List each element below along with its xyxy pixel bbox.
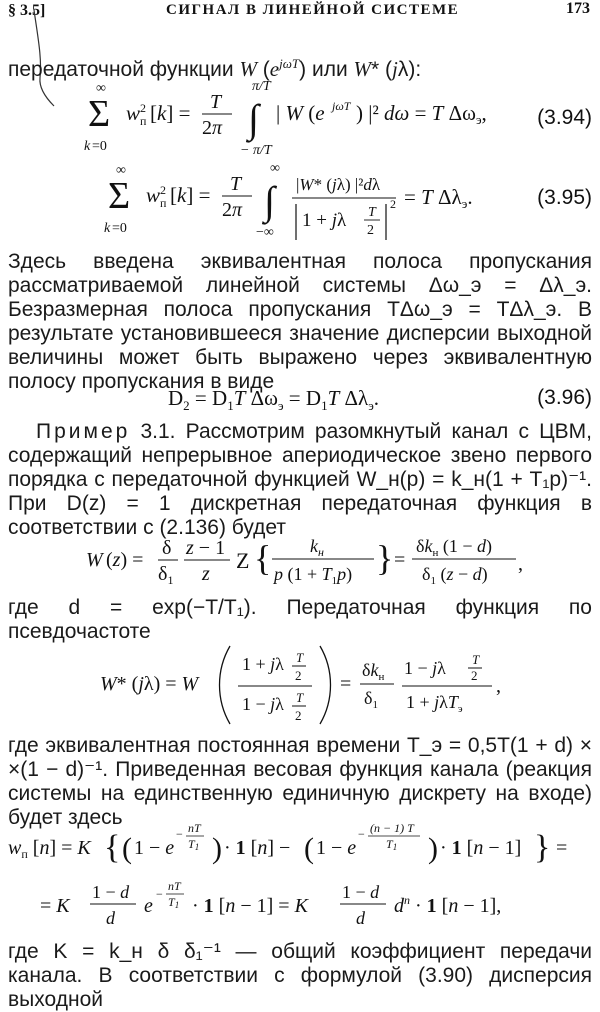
svg-text:(z) =: (z) = <box>106 549 144 571</box>
svg-text:π/T: π/T <box>252 79 271 94</box>
svg-text:d: d <box>356 908 365 928</box>
svg-text:e: e <box>144 895 153 917</box>
svg-text:T1: T1 <box>386 837 398 852</box>
svg-text:): ) <box>212 832 222 865</box>
svg-text:{: { <box>104 829 121 866</box>
svg-text:T: T <box>296 690 304 705</box>
svg-text:T: T <box>230 173 242 195</box>
svg-text:−: − <box>176 827 183 841</box>
paragraph-where-Te: где эквивалентная постоянная времени T_э = 0,5T(1 + d) × ×(1 − d)⁻¹. Приведенная весовая функция канала (реакция системы на единственную единичную дискрету на входе) будет здесь <box>8 734 592 829</box>
chapter-title: СИГНАЛ В ЛИНЕЙНОЙ СИСТЕМЕ <box>166 2 460 18</box>
svg-text:): ) <box>428 832 438 865</box>
svg-text:1 + jλTэ: 1 + jλT$_э$ <box>406 692 463 715</box>
svg-text:1 + jλ: 1 + jλ <box>242 654 284 674</box>
svg-text:w: w <box>126 101 141 125</box>
svg-text:(: ( <box>122 832 132 865</box>
svg-text:2: 2 <box>295 708 302 723</box>
svg-text:T: T <box>368 205 376 220</box>
svg-text:δ1: $\delta_1$ <box>158 563 174 587</box>
svg-text:Z: Z <box>236 548 250 573</box>
page-number: 173 <box>566 0 590 17</box>
svg-text:}: } <box>376 538 394 578</box>
svg-text:,: , <box>518 553 523 575</box>
svg-text:1 − e: 1 − e <box>134 837 175 859</box>
svg-text:2: 2 <box>295 668 302 683</box>
svg-text:T: T <box>210 91 222 113</box>
svg-text:= K: = K <box>40 895 70 917</box>
svg-text:| W (e: | W (e <box>276 101 325 125</box>
svg-text:|W* (jλ) |²dλ: |W* (jλ) |²dλ <box>296 175 381 194</box>
svg-text:∫: ∫ <box>248 96 259 141</box>
svg-text:=: = <box>394 549 406 571</box>
svg-text:wп [n] = K: $w_п$ [n] = K <box>8 837 91 861</box>
svg-text:dn · 1 [n − 1],: $d^n \cdot 1$ [n − 1], <box>394 893 502 917</box>
svg-text:1 − jλ: 1 − jλ <box>404 658 446 678</box>
svg-text:δkн: $\delta k_н$ <box>362 660 385 683</box>
svg-text:w: w <box>146 183 161 207</box>
svg-text:∞: ∞ <box>270 161 280 176</box>
svg-text:∞: ∞ <box>116 163 126 178</box>
svg-text:(: ( <box>304 832 314 865</box>
svg-text:kн: $k_н$ <box>310 536 324 559</box>
paragraph-example-3-1 <box>8 420 592 540</box>
svg-text:Σ: Σ <box>108 175 131 217</box>
equation-3-95 <box>100 160 520 246</box>
section-ref: § 3.5] <box>8 2 46 19</box>
svg-text:−: − <box>358 827 365 841</box>
svg-text:jωT: jωT <box>332 99 351 113</box>
paragraph-equivalent-bandwidth: Здесь введена эквивалентная полоса пропускания рассматриваемой линейной системы Δω_э = Δλ_э. Безразмерная полоса пропускания TΔω_э = TΔλ_э. В результате установившееся значение дисперсии выходной величины может быть выражено через эквивалентную полосу пропускания в виде <box>8 250 592 393</box>
svg-text:=0: =0 <box>112 221 127 236</box>
svg-text:,: , <box>496 675 501 697</box>
svg-text:p (1 + T1p): p $(1 + T_1p)$ <box>274 564 353 587</box>
equation-wn-line1 <box>8 818 592 874</box>
svg-text:· 1 [n] −: · 1 [n] − <box>224 837 291 859</box>
svg-text:nT: nT <box>168 879 181 893</box>
equation-Wstar <box>100 640 520 730</box>
svg-text:T1: T1 <box>188 837 200 852</box>
svg-text:п: п <box>160 196 167 210</box>
svg-text:1 + jλ: 1 + jλ <box>302 210 347 231</box>
svg-text:z: z <box>202 563 210 585</box>
running-header <box>8 0 592 26</box>
svg-text:1 − d: 1 − d <box>92 882 130 902</box>
svg-text:2: 2 <box>367 223 374 238</box>
equation-number-3-94: (3.94) <box>537 106 592 129</box>
svg-text:2: 2 <box>390 197 396 211</box>
svg-text:2π: 2π <box>222 199 243 221</box>
svg-text:(n − 1) T: (n − 1) T <box>370 821 414 835</box>
svg-text:2π: 2π <box>202 117 223 139</box>
svg-text:nT: nT <box>188 821 201 835</box>
equation-number-3-96: (3.96) <box>537 386 592 409</box>
svg-text:1 − e: 1 − e <box>316 837 357 859</box>
equation-3-94 <box>80 78 520 160</box>
svg-text:п: п <box>140 114 147 128</box>
svg-text:δkн (1 − d): $\delta k_н$ (1 − d) <box>416 536 493 559</box>
svg-text:T: T <box>472 652 480 667</box>
svg-text:=: = <box>556 837 568 859</box>
svg-text:d: d <box>106 908 115 928</box>
svg-text:k: k <box>104 221 111 236</box>
svg-text:[k] =: [k] = <box>150 101 191 125</box>
svg-text:=: = <box>340 673 352 695</box>
svg-text:{: { <box>254 538 272 578</box>
svg-text:z − 1: z − 1 <box>186 537 226 559</box>
intro-line: передаточной функции W $(e^{j\omega T})$ или W* (jλ): <box>8 56 422 81</box>
svg-text:− π/T: − π/T <box>240 143 272 158</box>
svg-text:∫: ∫ <box>264 178 275 223</box>
equation-wn-line2 <box>40 876 580 936</box>
svg-text:1 − d: 1 − d <box>342 882 380 902</box>
svg-text:−∞: −∞ <box>256 225 274 240</box>
svg-text:}: } <box>534 829 551 866</box>
svg-text:k: k <box>84 139 91 154</box>
svg-text:W* (jλ) = W: W* (jλ) = W <box>100 673 199 695</box>
svg-text:∞: ∞ <box>96 81 106 96</box>
svg-text:) |² dω = T Δωэ,: ) |² dω = T Δωэ, <box>356 101 487 127</box>
paragraph-where-K: где K = k_н δ δ₁⁻¹ — общий коэффициент передачи канала. В соответствии с формулой (3.90) дисперсия выходной <box>8 940 592 1011</box>
svg-text:2: 2 <box>160 183 166 197</box>
svg-text:Σ: Σ <box>88 93 111 135</box>
svg-text:−: − <box>156 887 163 901</box>
svg-text:2: 2 <box>140 101 146 115</box>
svg-text:· 1 [n − 1] = K: · 1 [n − 1] = K <box>192 895 308 917</box>
svg-text:T1: T1 <box>168 895 180 910</box>
svg-text:· 1 [n − 1]: · 1 [n − 1] <box>440 837 522 859</box>
example-label: Пример <box>36 420 131 443</box>
svg-text:δ: δ <box>162 537 172 559</box>
svg-text:[k] =: [k] = <box>170 183 211 207</box>
svg-text:T: T <box>296 650 304 665</box>
svg-text:1 − jλ: 1 − jλ <box>242 694 284 714</box>
paragraph-where-d: где d = exp(−T/T₁). Передаточная функция по псевдочастоте <box>8 596 592 643</box>
equation-Wz <box>86 530 526 594</box>
svg-text:2: 2 <box>471 668 478 683</box>
equation-3-96: $D_2 = D_1T$ $\Delta\omega_э = D_1T$ $\Delta\lambda_э$. <box>168 386 380 414</box>
svg-text:δ1 (z − d): $\delta_1$ (z − d) <box>422 564 488 587</box>
svg-text:= T Δλэ.: = T Δλэ. <box>404 185 473 211</box>
svg-text:=0: =0 <box>92 139 107 154</box>
equation-number-3-95: (3.95) <box>537 186 592 209</box>
svg-text:δ1: $\delta_1$ <box>364 688 378 711</box>
example-text: 3.1. Рассмотрим разомкнутый канал с ЦВМ, содержащий непрерывное апериодическое звено первого порядка с передаточной функцией W_н(p) = k_н(1 + T₁p)⁻¹. При D(z) = 1 дискретная передаточная функция в соответствии с (2.136) будет <box>8 420 592 539</box>
svg-text:W: W <box>86 549 103 571</box>
